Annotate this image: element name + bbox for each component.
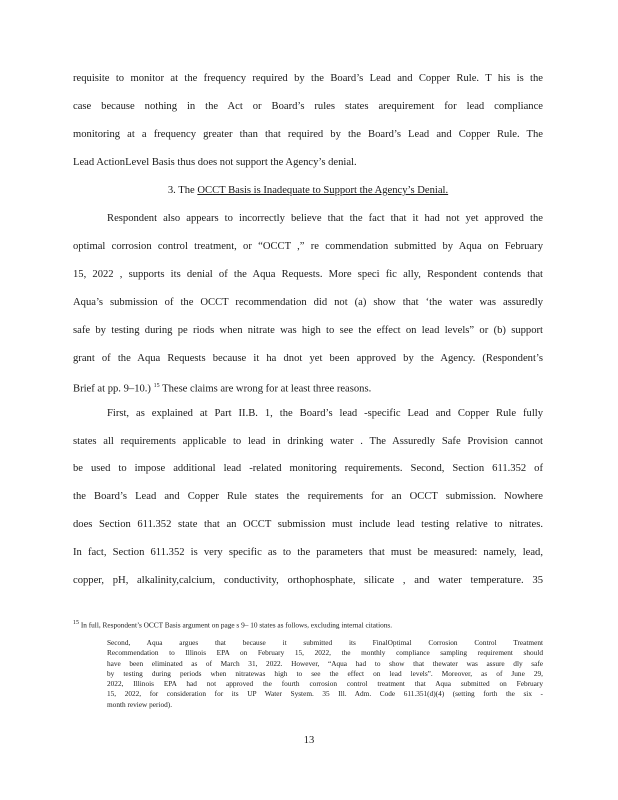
footnote-quote xyxy=(107,638,543,710)
page-number: 13 xyxy=(303,735,315,746)
body-line: be used to impose additional lead -related monitoring requirements. Second, Section 611.352 of xyxy=(73,463,543,474)
body-line: optimal corrosion control treatment, or “OCCT ,” re commendation submitted by Aqua on February xyxy=(73,241,543,252)
body-line: copper, pH, alkalinity,calcium, conductivity, orthophosphate, silicate , and water temperature. 35 xyxy=(73,575,543,586)
section-heading xyxy=(73,185,543,197)
body-line xyxy=(73,380,543,396)
body-line: grant of the Aqua Requests because it ha dnot yet been approved by the Agency. (Respondent’s xyxy=(73,353,543,364)
body-line: Respondent also appears to incorrectly believe that the fact that it had not yet approved the xyxy=(107,213,543,224)
section-heading-number: 3. The xyxy=(167,185,195,196)
body-line: In fact, Section 611.352 is very specific as to the parameters that must be measured: namely, lead, xyxy=(73,547,543,558)
footnote-intro xyxy=(73,620,392,629)
footnote-marker: 15 xyxy=(73,620,79,626)
footnote-quote-line: 2022, Illinois EPA had not approved the fourth corrosion control treatment that Aqua submitted on February xyxy=(107,679,543,689)
body-line: safe by testing during pe riods when nitrate was high to see the effect on lead levels” or (b) support xyxy=(73,325,543,336)
footnote-intro-text: In full, Respondent’s OCCT Basis argument on page s 9– 10 states as follows, excluding internal citations. xyxy=(80,620,393,630)
footnote-reference: 15 xyxy=(153,383,160,389)
footnote-quote-line: Second, Aqua argues that because it submitted its FinalOptimal Corrosion Control Treatment xyxy=(107,638,543,647)
body-line: First, as explained at Part II.B. 1, the Board’s lead -specific Lead and Copper Rule fully xyxy=(107,408,543,419)
footnote-quote-line: month review period). xyxy=(107,699,173,709)
brief-citation: Brief at pp. 9–10.) xyxy=(73,383,151,395)
footnote-quote-line: Recommendation to Illinois EPA on February 15, 2022, the monthly compliance sampling requirement should xyxy=(107,648,543,658)
body-line: case because nothing in the Act or Board’s rules states arequirement for lead compliance xyxy=(73,101,543,112)
body-line: does Section 611.352 state that an OCCT submission must include lead testing relative to nitrates. xyxy=(73,519,543,530)
body-line: Lead ActionLevel Basis thus does not support the Agency’s denial. xyxy=(73,157,357,168)
body-line: monitoring at a frequency greater than that required by the Board’s Lead and Copper Rule. The xyxy=(73,129,543,140)
body-line: states all requirements applicable to lead in drinking water . The Assuredly Safe Provision cannot xyxy=(73,436,543,447)
section-heading-title: OCCT Basis is Inadequate to Support the Agency’s Denial. xyxy=(197,185,449,196)
body-line: the Board’s Lead and Copper Rule states the requirements for an OCCT submission. Nowhere xyxy=(73,491,543,502)
body-line: 15, 2022 , supports its denial of the Aqua Requests. More speci fic ally, Respondent contends that xyxy=(73,269,543,280)
body-line: requisite to monitor at the frequency required by the Board’s Lead and Copper Rule. T his is the xyxy=(73,73,543,84)
footnote-quote-line: have been eliminated as of March 31, 2022. However, “Aqua had to show that thewater was assure dly safe xyxy=(107,658,543,668)
claims-sentence: These claims are wrong for at least three reasons. xyxy=(162,383,372,395)
body-line: Aqua’s submission of the OCCT recommendation did not (a) show that ‘the water was assuredly xyxy=(73,297,543,308)
footnote-quote-line: by testing during periods when nitratewas high to see the effect on lead levels”. Moreover, as of June 29, xyxy=(107,668,543,678)
footnote-quote-line: 15, 2022, for consideration for its UP Water System. 35 Ill. Adm. Code 611.351(d)(4) (setting forth the six - xyxy=(107,689,543,699)
